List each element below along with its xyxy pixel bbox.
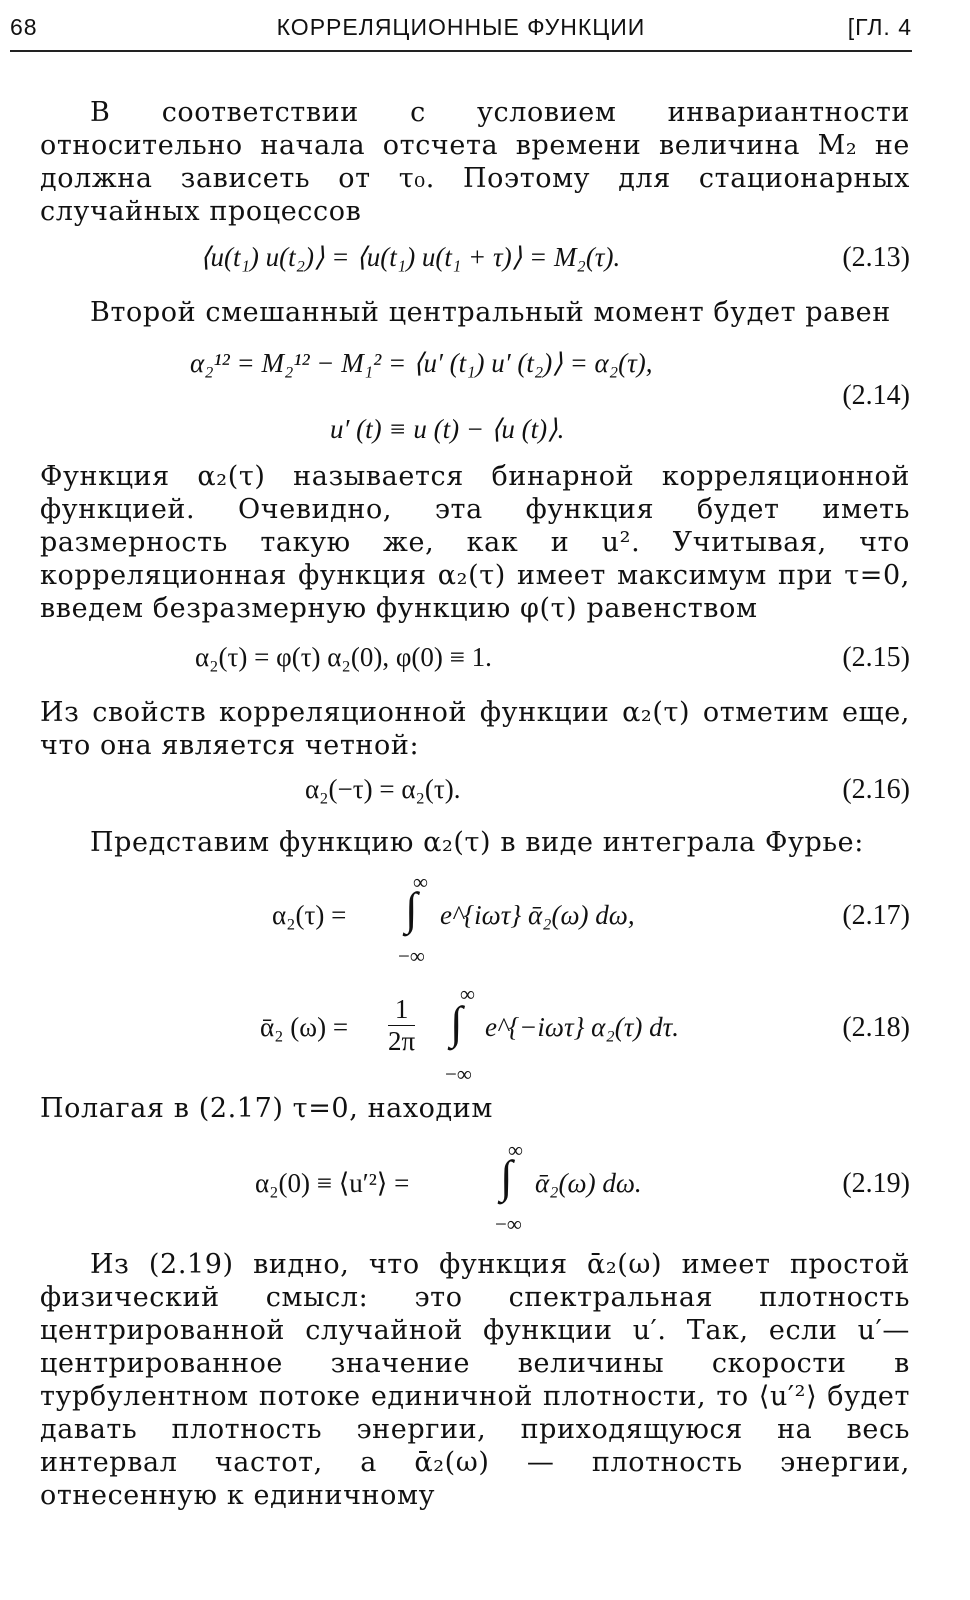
equation-number: (2.13) [842,242,910,273]
paragraph-7: Из (2.19) видно, что функция ᾱ₂(ω) имеет простой физический смысл: это спектральная плотность центрированной случайной функции u′. Так, если u′— центрированное значение величины скорости в турбулентном потоке единичной плотности, то ⟨u′²⟩ будет давать плотность энергии, приходящуюся на весь интервал частот, а ᾱ₂(ω) — плотность энергии, отнесенную к единичному [40,1249,910,1511]
chapter-marker: [ГЛ. 4 [847,14,912,40]
paragraph-5: Представим функцию α₂(τ) в виде интеграла Фурье: [90,827,864,858]
equation-number: (2.14) [842,380,910,411]
equation-body: α₂(−τ) = α₂(τ). [305,774,461,804]
equation-2-19 [40,1138,910,1238]
integral-sign: ∫ [405,883,418,934]
equation-number: (2.18) [842,1012,910,1043]
fraction-denominator: 2π [388,1026,416,1056]
equation-lhs: α₂(0) ≡ ⟨u′²⟩ = [255,1168,410,1198]
equation-2-15 [40,642,910,682]
integral-lower-limit: −∞ [445,1062,472,1086]
integral-sign: ∫ [450,997,463,1048]
equation-2-16 [40,774,910,814]
integral-lower-limit: −∞ [495,1212,522,1236]
equation-2-14 [40,348,910,448]
fraction-numerator: 1 [388,994,415,1026]
header-rule [10,50,912,52]
equation-integrand: ᾱ₂(ω) dω. [535,1168,642,1198]
equation-2-13 [40,242,910,282]
integral-sign: ∫ [500,1151,513,1202]
equation-number: (2.17) [842,900,910,931]
equation-2-17 [40,870,910,970]
equation-body: α₂(τ) = φ(τ) α₂(0), φ(0) ≡ 1. [195,642,492,672]
paragraph-4: Из свойств корреляционной функции α₂(τ) отметим еще, что она является четной: [40,697,910,761]
equation-body: ⟨u(t₁) u(t₂)⟩ = ⟨u(t₁) u(t₁ + τ)⟩ = M₂(τ). [200,242,621,272]
paragraph-3: Функция α₂(τ) называется бинарной корреляционной функцией. Очевидно, эта функция будет иметь размерность такую же, как и u². Учитывая, что корреляционная функция α₂(τ) имеет максимум при τ=0, введем безразмерную функцию φ(τ) равенством [40,461,910,624]
running-header [10,14,912,48]
paragraph-6: Полагая в (2.17) τ=0, находим [40,1093,493,1124]
running-title: КОРРЕЛЯЦИОННЫЕ ФУНКЦИИ [276,14,646,40]
equation-integrand: e^{−iωτ} α₂(τ) dτ. [485,1012,680,1042]
page-number: 68 [10,14,38,40]
equation-body-line-2: u′ (t) ≡ u (t) − ⟨u (t)⟩. [330,414,565,444]
equation-number: (2.16) [842,774,910,805]
integral-upper-limit: ∞ [413,870,428,894]
equation-lhs: ᾱ₂ (ω) = [260,1012,349,1042]
equation-lhs: α₂(τ) = [272,900,347,930]
paragraph-1: В соответствии с условием инвариантности относительно начала отсчета времени величина M₂ не должна зависеть от τ₀. Поэтому для стационарных случайных процессов [40,97,910,227]
equation-number: (2.19) [842,1168,910,1199]
paragraph-2: Второй смешанный центральный момент будет равен [90,297,891,328]
equation-body-line-1: α₂¹² = M₂¹² − M₁² = ⟨u′ (t₁) u′ (t₂)⟩ = α₂(τ), [190,348,653,378]
integral-upper-limit: ∞ [508,1138,523,1162]
equation-number: (2.15) [842,642,910,673]
integral-lower-limit: −∞ [398,944,425,968]
equation-2-18 [40,982,910,1087]
fraction [388,994,415,1057]
equation-integrand: e^{iωτ} ᾱ₂(ω) dω, [440,900,635,930]
integral-upper-limit: ∞ [460,982,475,1006]
